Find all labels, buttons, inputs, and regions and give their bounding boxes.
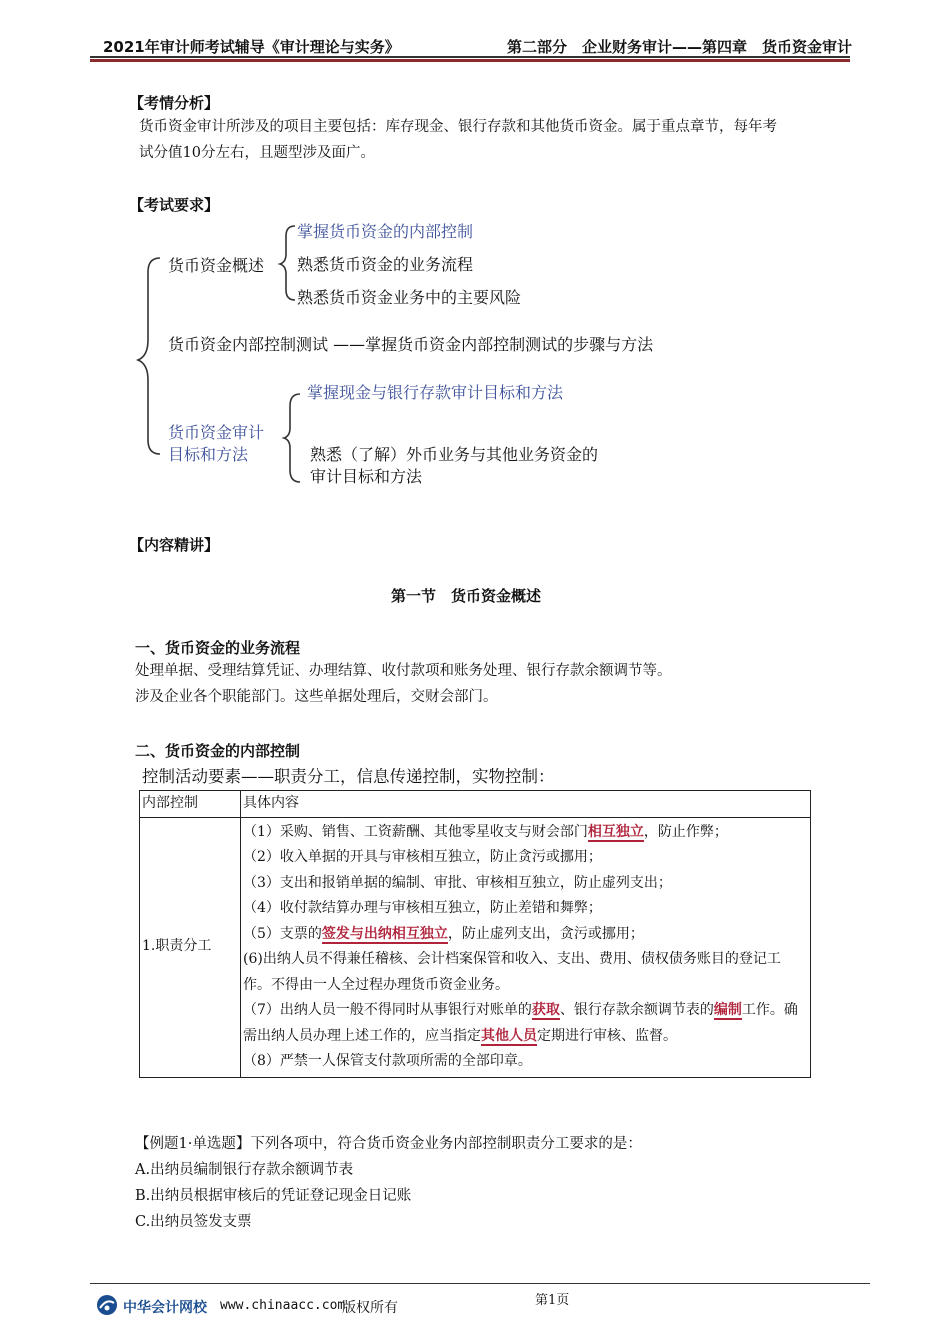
table-row-label: 1.职责分工 — [140, 817, 241, 1077]
control-table — [139, 790, 811, 1078]
mindmap-node-overview: 货币资金概述 — [168, 256, 265, 275]
highlight-text: 编制 — [713, 1002, 742, 1018]
mindmap-overview-item-3: 熟悉货币资金业务中的主要风险 — [297, 288, 522, 307]
highlight-text: 其他人员 — [481, 1027, 537, 1044]
mindmap-audit-item-2-line-1: 熟悉（了解）外币业务与其他业务资金的 — [310, 445, 599, 464]
page-number: 第1页 — [535, 1293, 570, 1308]
requirements-title: 【考试要求】 — [129, 196, 220, 214]
footer-copyright: 版权所有 — [342, 1300, 398, 1316]
control-item-2: （2）收入单据的开具与审核相互独立，防止贪污或挪用； — [243, 849, 602, 865]
table-row — [140, 817, 811, 1077]
control-item-8: （8）严禁一人保管支付款项所需的全部印章。 — [243, 1053, 532, 1069]
header-right-title: 第二部分 企业财务审计——第四章 货币资金审计 — [506, 38, 852, 56]
sub2-intro: 控制活动要素——职责分工，信息传递控制，实物控制： — [142, 767, 555, 786]
table-content-cell — [241, 817, 811, 1077]
sub1-line-1: 处理单据、受理结算凭证、办理结算、收付款项和账务处理、银行存款余额调节等。 — [135, 663, 672, 679]
mindmap-audit-item-1: 掌握现金与银行存款审计目标和方法 — [307, 383, 564, 402]
control-item-1: （1）采购、销售、工资薪酬、其他零星收支与财会部门相互独立，防止作弊； — [243, 823, 728, 840]
exam-analysis-title: 【考情分析】 — [129, 94, 220, 112]
highlight-text: 相互独立 — [587, 823, 644, 840]
table-header-row — [140, 791, 811, 818]
highlight-text: 签发与出纳相互独立 — [321, 925, 448, 942]
highlight-text: 获取 — [531, 1002, 560, 1018]
example-option-b: B.出纳员根据审核后的凭证登记现金日记账 — [135, 1188, 412, 1204]
mindmap-node-control-test: 货币资金内部控制测试 ——掌握货币资金内部控制测试的步骤与方法 — [168, 335, 654, 354]
mindmap-node-audit-line-2: 目标和方法 — [168, 445, 249, 464]
mindmap-node-audit-line-1: 货币资金审计 — [168, 423, 265, 442]
sub2-heading: 二、货币资金的内部控制 — [135, 742, 301, 760]
control-item-4: （4）收付款结算办理与审核相互独立，防止差错和舞弊； — [243, 900, 602, 916]
mindmap-overview-item-1: 掌握货币资金的内部控制 — [297, 222, 474, 241]
control-item-5: （5）支票的签发与出纳相互独立，防止虚列支出，贪污或挪用； — [243, 925, 644, 942]
footer-rule — [90, 1283, 870, 1284]
control-item-6: (6)出纳人员不得兼任稽核、会计档案保管和收入、支出、费用、债权债务账目的登记工作。不得由一人全过程办理货币资金业务。 — [243, 951, 781, 993]
audit-brace — [284, 394, 300, 482]
footer-url: www.chinaacc.com — [220, 1298, 346, 1313]
table-header-cell: 具体内容 — [241, 791, 811, 818]
overview-brace — [280, 226, 295, 300]
footer-logo-text: 中华会计网校 — [123, 1300, 207, 1316]
exam-analysis-line-1: 货币资金审计所涉及的项目主要包括：库存现金、银行存款和其他货币资金。属于重点章节，每年考 — [139, 119, 777, 135]
section-heading: 第一节 货币资金概述 — [391, 587, 542, 605]
sub1-heading: 一、货币资金的业务流程 — [135, 639, 301, 657]
table-header-cell: 内部控制 — [140, 791, 241, 818]
example-question: 【例题1·单选题】下列各项中，符合货币资金业务内部控制职责分工要求的是： — [135, 1136, 642, 1152]
control-item-3: （3）支出和报销单据的编制、审批、审核相互独立，防止虚列支出； — [243, 874, 672, 891]
content-title: 【内容精讲】 — [129, 536, 220, 554]
logo-icon — [96, 1294, 118, 1316]
exam-analysis-line-2: 试分值10分左右，且题型涉及面广。 — [139, 145, 375, 161]
example-option-a: A.出纳员编制银行存款余额调节表 — [135, 1162, 354, 1178]
mindmap-overview-item-2: 熟悉货币资金的业务流程 — [297, 255, 474, 274]
mindmap-audit-item-2-line-2: 审计目标和方法 — [310, 467, 423, 486]
main-brace — [138, 258, 160, 454]
control-item-7: （7）出纳人员一般不得同时从事银行对账单的获取、银行存款余额调节表的编制工作。确需出纳人员办理上述工作的，应当指定其他人员定期进行审核、监督。 — [243, 1002, 798, 1044]
header-left-title: 2021年审计师考试辅导《审计理论与实务》 — [103, 38, 400, 56]
example-option-c: C.出纳员签发支票 — [135, 1214, 252, 1230]
sub1-line-2: 涉及企业各个职能部门。这些单据处理后，交财会部门。 — [135, 689, 498, 705]
